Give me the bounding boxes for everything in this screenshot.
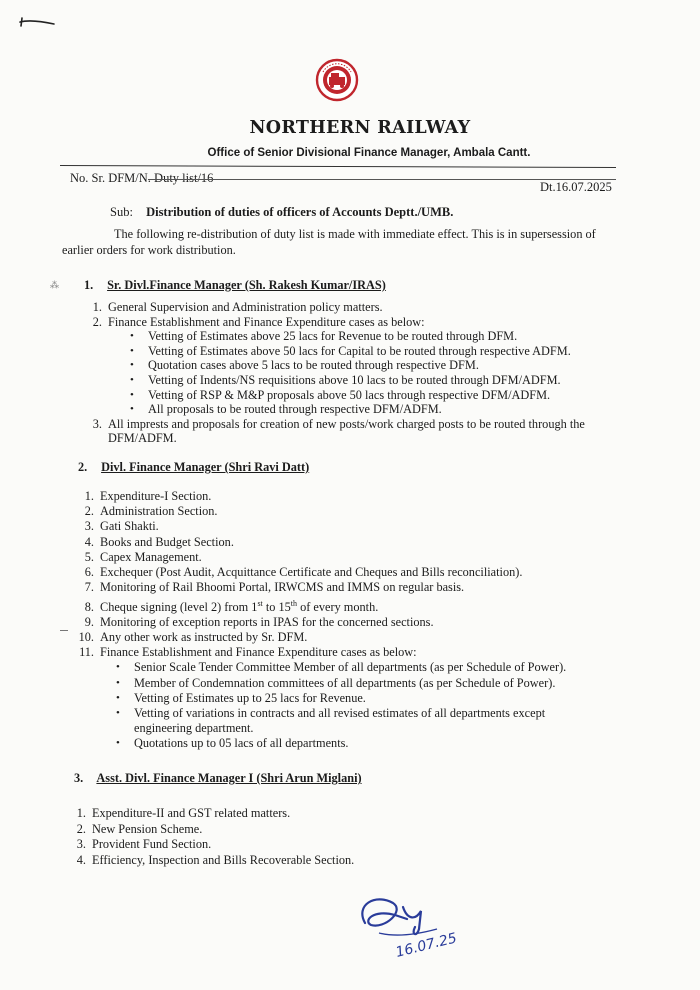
bullet-item: • Member of Condemnation committees of all departments (as per Schedule of Power). [114, 676, 584, 691]
indian-railways-logo [315, 58, 359, 102]
item-text: Books and Budget Section. [100, 534, 234, 549]
bullet-item: • All proposals to be routed through respective DFM/ADFM. [128, 402, 620, 417]
item-number: 2. [76, 821, 86, 836]
item-number: 1. [84, 489, 94, 503]
intro-paragraph: The following re-distribution of duty list is made with immediate effect. This is in supersession of earlier orders for work distribution. [62, 227, 596, 257]
item-text: Monitoring of exception reports in IPAS for the concerned sections. [100, 614, 434, 629]
bullet-item: • Vetting of Estimates above 25 lacs for Revenue to be routed through DFM. [128, 329, 620, 344]
bullet-item: • Quotations up to 05 lacs of all departments. [114, 736, 584, 751]
item-number: 2. [84, 504, 94, 519]
bullet-list [114, 660, 584, 751]
bullet-item: • Vetting of Estimates above 50 lacs for Capital to be routed through respective ADFM. [128, 344, 620, 359]
item-text: Expenditure-I Section. [100, 489, 212, 503]
item-text: Efficiency, Inspection and Bills Recoverable Section. [92, 852, 355, 867]
list-item [72, 580, 612, 595]
list-item [72, 519, 612, 534]
section-title: Sr. Divl.Finance Manager (Sh. Rakesh Kumar/IRAS) [107, 278, 386, 292]
list-item [72, 504, 612, 519]
item-number: 3. [92, 416, 102, 431]
item-number: 7. [84, 580, 94, 595]
section-number: 1. [84, 278, 94, 292]
organization-name: NORTHERN RAILWAY [249, 118, 471, 138]
section-2-list [72, 489, 612, 752]
margin-dash [60, 630, 68, 631]
list-item [64, 806, 604, 822]
list-item [64, 853, 604, 869]
list-item [72, 595, 612, 614]
item-number: 3. [76, 837, 86, 852]
bullet-item: • Senior Scale Tender Committee Member of all departments (as per Schedule of Power). [114, 660, 584, 675]
item-text: Cheque signing (level 2) from 1st to 15th of every month. [100, 598, 379, 614]
list-item [64, 837, 604, 853]
list-item [72, 645, 612, 751]
signature-date: 16.07.25 [394, 930, 459, 961]
section-title: Divl. Finance Manager (Shri Ravi Datt) [101, 460, 310, 474]
margin-mark: ⁂ [50, 280, 59, 290]
item-number: 4. [76, 852, 86, 867]
item-text: Provident Fund Section. [92, 837, 212, 852]
bullet-item: • Quotation cases above 5 lacs to be routed through respective DFM. [128, 358, 620, 373]
item-text: General Supervision and Administration policy matters. [108, 300, 383, 314]
item-text: Monitoring of Rail Bhoomi Portal, IRWCMS and IMMS on regular basis. [100, 580, 465, 595]
list-item [72, 535, 612, 550]
list-item [72, 630, 612, 645]
list-item [72, 615, 612, 630]
header-rule [60, 165, 616, 168]
item-text: Expenditure-II and GST related matters. [92, 806, 291, 820]
item-number: 5. [84, 549, 94, 564]
section-1-list [80, 300, 620, 446]
subject-line [110, 205, 453, 220]
list-item [80, 315, 620, 417]
item-text: Administration Section. [100, 504, 218, 519]
item-number: 9. [84, 614, 94, 629]
bullet-item: • Vetting of Indents/NS requisitions above 10 lacs to be routed through DFM/ADFM. [128, 373, 620, 388]
list-item [72, 489, 612, 504]
section-heading [84, 278, 386, 293]
item-number: 10. [78, 629, 94, 644]
pen-stroke-mark [18, 14, 58, 34]
bullet-item: • Vetting of RSP & M&P proposals above 50 lacs through respective DFM/ADFM. [128, 388, 620, 403]
item-text: Exchequer (Post Audit, Acquittance Certificate and Cheques and Bills reconciliation). [100, 565, 523, 580]
handwritten-signature [345, 885, 475, 965]
item-text: All imprests and proposals for creation of new posts/work charged posts to be routed through the DFM/ADFM. [108, 416, 585, 446]
bullet-item: • Vetting of variations in contracts and all revised estimates of all departments except engineering department. [114, 706, 584, 736]
bullet-item: • Vetting of Estimates up to 25 lacs for Revenue. [114, 691, 584, 706]
item-number: 8. [84, 599, 94, 614]
document-date: Dt.16.07.2025 [540, 180, 612, 194]
reference-number: No. Sr. DFM/N. Duty list/16 [70, 171, 214, 185]
office-name: Office of Senior Divisional Finance Manager, Ambala Cantt. [207, 147, 531, 159]
item-text: Finance Establishment and Finance Expenditure cases as below: [108, 314, 425, 329]
section-heading [78, 460, 309, 475]
item-number: 2. [92, 314, 102, 329]
item-number: 3. [84, 519, 94, 534]
item-text: Gati Shakti. [100, 519, 159, 534]
list-item [64, 822, 604, 838]
item-number: 1. [76, 806, 86, 820]
item-number: 1. [92, 300, 102, 314]
list-item [72, 565, 612, 580]
list-item [80, 300, 620, 315]
list-item [72, 550, 612, 565]
section-title: Asst. Divl. Finance Manager I (Shri Arun Miglani) [96, 771, 362, 785]
item-text: Any other work as instructed by Sr. DFM. [100, 629, 308, 644]
item-number: 6. [84, 565, 94, 580]
section-number: 2. [78, 460, 88, 474]
item-text: New Pension Scheme. [92, 821, 203, 836]
item-number: 11. [79, 645, 94, 660]
bullet-list [128, 329, 620, 417]
section-3-list [64, 806, 604, 868]
item-text: Capex Management. [100, 549, 202, 564]
item-number: 4. [84, 534, 94, 549]
item-text: Finance Establishment and Finance Expenditure cases as below: [100, 645, 417, 660]
section-number: 3. [74, 771, 84, 785]
subject-label: Sub: [110, 205, 133, 219]
section-heading [74, 771, 362, 786]
list-item [80, 417, 620, 446]
subject-text: Distribution of duties of officers of Accounts Deptt./UMB. [146, 205, 454, 219]
